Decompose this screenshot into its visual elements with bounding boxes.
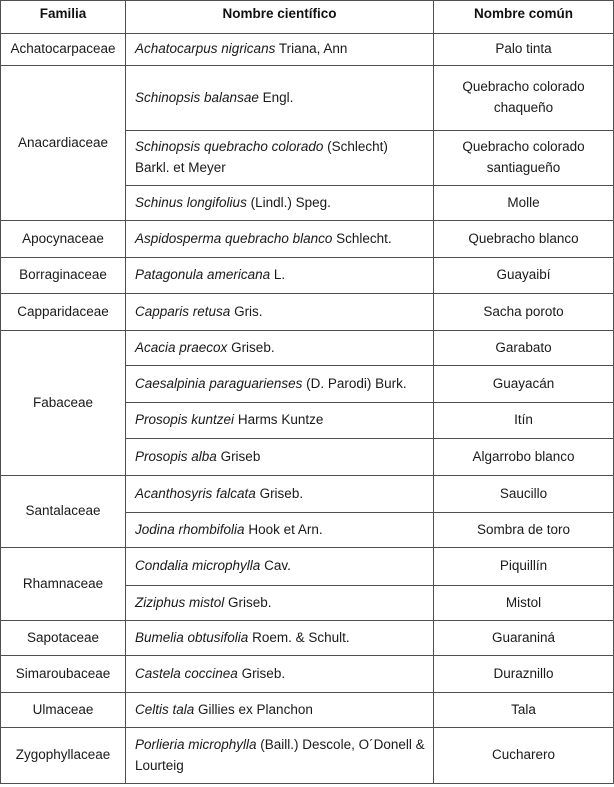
family-cell: Borraginaceae xyxy=(1,258,126,294)
table-row xyxy=(1,656,614,693)
header-row xyxy=(1,1,614,34)
table-row xyxy=(1,34,614,66)
species-name-italic: Caesalpinia paraguarienses xyxy=(135,375,303,391)
common-name-cell: Quebracho blanco xyxy=(434,221,614,258)
scientific-name-cell: Celtis tala Gillies ex Planchon xyxy=(126,693,434,728)
table-row xyxy=(1,548,614,586)
species-name-italic: Jodina rhombifolia xyxy=(135,521,245,537)
table-row xyxy=(1,66,614,131)
common-name-cell: Guaraniná xyxy=(434,621,614,656)
common-name-cell: Sombra de toro xyxy=(434,513,614,548)
table-row xyxy=(1,476,614,513)
scientific-name-cell: Acanthosyris falcata Griseb. xyxy=(126,476,434,513)
species-name-italic: Schinopsis quebracho colorado xyxy=(135,139,324,155)
common-name-cell: Guayacán xyxy=(434,366,614,403)
species-name-italic: Porlieria microphylla xyxy=(135,736,257,752)
scientific-name-cell: Bumelia obtusifolia Roem. & Schult. xyxy=(126,621,434,656)
species-name-italic: Acacia praecox xyxy=(135,339,228,355)
family-cell: Santalaceae xyxy=(1,476,126,548)
common-name-cell: Duraznillo xyxy=(434,656,614,693)
table-row xyxy=(1,728,614,784)
family-cell: Capparidaceae xyxy=(1,294,126,331)
family-cell: Rhamnaceae xyxy=(1,548,126,621)
family-cell: Achatocarpaceae xyxy=(1,34,126,66)
species-name-italic: Capparis retusa xyxy=(135,303,231,319)
family-cell: Zygophyllaceae xyxy=(1,728,126,784)
scientific-name-cell: Capparis retusa Gris. xyxy=(126,294,434,331)
common-name-cell: Itín xyxy=(434,403,614,439)
species-name-italic: Patagonula americana xyxy=(135,267,271,283)
table-body xyxy=(1,34,614,784)
column-header-familia: Familia xyxy=(1,1,126,34)
table-row xyxy=(1,221,614,258)
column-header-nombre-comun: Nombre común xyxy=(434,1,614,34)
common-name-cell: Garabato xyxy=(434,331,614,366)
scientific-name-cell: Achatocarpus nigricans Triana, Ann xyxy=(126,34,434,66)
scientific-name-cell: Jodina rhombifolia Hook et Arn. xyxy=(126,513,434,548)
scientific-name-cell: Patagonula americana L. xyxy=(126,258,434,294)
common-name-cell: Cucharero xyxy=(434,728,614,784)
common-name-cell: Sacha poroto xyxy=(434,294,614,331)
species-name-italic: Celtis tala xyxy=(135,701,195,717)
scientific-name-cell: Schinus longifolius (Lindl.) Speg. xyxy=(126,186,434,221)
scientific-name-cell: Prosopis kuntzei Harms Kuntze xyxy=(126,403,434,439)
species-name-italic: Prosopis kuntzei xyxy=(135,412,235,428)
species-name-italic: Achatocarpus nigricans xyxy=(135,41,276,57)
scientific-name-cell: Caesalpinia paraguarienses (D. Parodi) Burk. xyxy=(126,366,434,403)
common-name-cell: Molle xyxy=(434,186,614,221)
table-row xyxy=(1,294,614,331)
common-name-cell: Palo tinta xyxy=(434,34,614,66)
species-name-italic: Ziziphus mistol xyxy=(135,594,225,610)
family-cell: Anacardiaceae xyxy=(1,66,126,221)
scientific-name-cell: Schinopsis balansae Engl. xyxy=(126,66,434,131)
common-name-cell: Tala xyxy=(434,693,614,728)
common-name-cell: Quebracho colorado santiagueño xyxy=(434,131,614,186)
family-cell: Sapotaceae xyxy=(1,621,126,656)
species-name-italic: Schinopsis balansae xyxy=(135,89,259,105)
scientific-name-cell: Condalia microphylla Cav. xyxy=(126,548,434,586)
species-name-italic: Schinus longifolius xyxy=(135,194,247,210)
table-row xyxy=(1,693,614,728)
common-name-cell: Mistol xyxy=(434,586,614,621)
scientific-name-cell: Ziziphus mistol Griseb. xyxy=(126,586,434,621)
species-name-italic: Castela coccinea xyxy=(135,665,238,681)
scientific-name-cell: Porlieria microphylla (Baill.) Descole, O´Donell & Lourteig xyxy=(126,728,434,784)
table-row xyxy=(1,258,614,294)
column-header-nombre-cientifico: Nombre científico xyxy=(126,1,434,34)
species-name-italic: Acanthosyris falcata xyxy=(135,485,256,501)
scientific-name-cell: Schinopsis quebracho colorado (Schlecht) Barkl. et Meyer xyxy=(126,131,434,186)
common-name-cell: Algarrobo blanco xyxy=(434,439,614,476)
species-name-italic: Aspidosperma quebracho blanco xyxy=(135,230,333,246)
scientific-name-cell: Castela coccinea Griseb. xyxy=(126,656,434,693)
scientific-name-cell: Acacia praecox Griseb. xyxy=(126,331,434,366)
family-cell: Fabaceae xyxy=(1,331,126,476)
table-row xyxy=(1,621,614,656)
species-name-italic: Bumelia obtusifolia xyxy=(135,629,249,645)
species-name-italic: Condalia microphylla xyxy=(135,558,261,574)
family-cell: Simaroubaceae xyxy=(1,656,126,693)
species-name-italic: Prosopis alba xyxy=(135,448,217,464)
table-row xyxy=(1,331,614,366)
family-cell: Apocynaceae xyxy=(1,221,126,258)
common-name-cell: Saucillo xyxy=(434,476,614,513)
common-name-cell: Guayaibí xyxy=(434,258,614,294)
scientific-name-cell: Prosopis alba Griseb xyxy=(126,439,434,476)
family-cell: Ulmaceae xyxy=(1,693,126,728)
scientific-name-cell: Aspidosperma quebracho blanco Schlecht. xyxy=(126,221,434,258)
common-name-cell: Quebracho colorado chaqueño xyxy=(434,66,614,131)
common-name-cell: Piquillín xyxy=(434,548,614,586)
